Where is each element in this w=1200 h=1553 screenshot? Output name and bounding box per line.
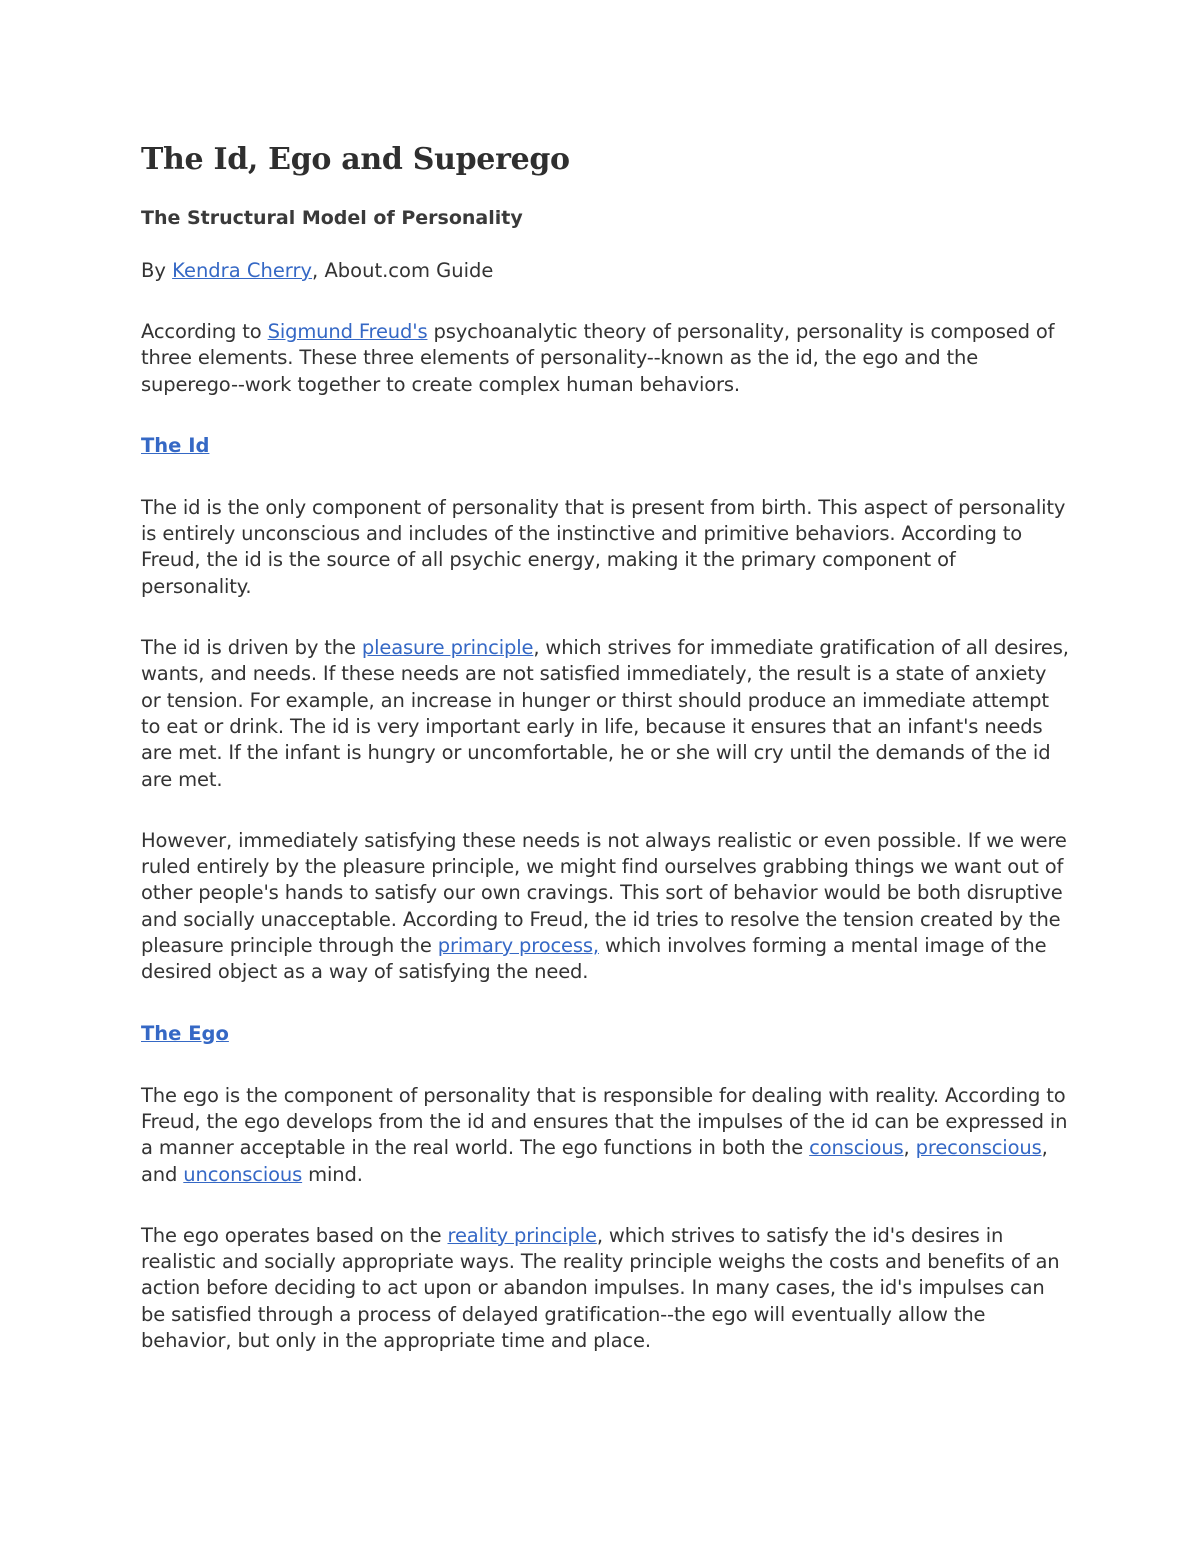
page-subtitle: The Structural Model of Personality [141,207,523,229]
byline-suffix: , About.com Guide [312,259,494,282]
ego-p1-sep-1: , [903,1136,916,1160]
ego-paragraph-2 [141,1223,1071,1354]
reality-principle-link[interactable]: reality principle [447,1223,597,1247]
id-p2-text-start: The id is driven by the [141,636,362,660]
ego-p2-text-start: The ego operates based on the [141,1223,448,1247]
ego-heading-link[interactable]: The Ego [141,1021,229,1045]
document-page [141,140,1071,1354]
unconscious-link[interactable]: unconscious [183,1162,303,1186]
ego-paragraph-1 [141,1083,1071,1188]
id-p3-text-start: However, immediately satisfying these needs is not always realistic or even possible. If we were ruled entirely by the pleasure principle, we might find ourselves grabbing things we want out of other people's hands to satisfy our own cravings. This sort of behavior would be both disruptive and socially unacceptable. According to Freud, the id tries to resolve the tension created by the pleasure principle through the [141,828,1067,958]
primary-process-link[interactable]: primary process, [437,934,599,958]
ego-p1-sep-2: , and [141,1136,1048,1186]
author-link[interactable]: Kendra Cherry [172,259,313,282]
byline [141,258,1071,284]
intro-text-end: psychoanalytic theory of personality, personality is composed of three elements. These three elements of personality--known as the id, the ego and the superego--work together to create complex human behaviors. [141,320,1055,396]
id-p2-text-end: , which strives for immediate gratification of all desires, wants, and needs. If these needs are not satisfied immediately, the result is a state of anxiety or tension. For example, an increase in hunger or thirst should produce an immediate attempt to eat or drink. The id is very important early in life, because it ensures that an infant's needs are met. If the infant is hungry or uncomfortable, he or she will cry until the demands of the id are met. [141,636,1069,791]
page-title: The Id, Ego and Superego [141,142,570,177]
id-heading-link[interactable]: The Id [141,433,210,457]
ego-p1-text-end: mind. [302,1162,363,1186]
id-p3-text-end: which involves forming a mental image of the desired object as a way of satisfying the need. [141,934,1047,984]
preconscious-link[interactable]: preconscious [915,1136,1042,1160]
freud-link[interactable]: Sigmund Freud's [267,320,428,343]
ego-section-heading [141,1021,1071,1047]
id-paragraph-1: The id is the only component of personality that is present from birth. This aspect of personality is entirely unconscious and includes of the instinctive and primitive behaviors. According to Freud, the id is the source of all psychic energy, making it the primary component of personality. [141,495,1066,598]
conscious-link[interactable]: conscious [809,1136,904,1160]
pleasure-principle-link[interactable]: pleasure principle [361,636,534,660]
intro-paragraph [141,319,1071,398]
byline-prefix: By [141,259,173,282]
ego-p1-text-start: The ego is the component of personality that is responsible for dealing with reality. According to Freud, the ego develops from the id and ensures that the impulses of the id can be expressed in a manner acceptable in the real world. The ego functions in both the [141,1083,1068,1160]
id-paragraph-2 [141,635,1071,793]
id-section-heading [141,433,1071,459]
intro-text-start: According to [141,320,268,343]
ego-p2-text-end: , which strives to satisfy the id's desires in realistic and socially appropriate ways. The reality principle weighs the costs and benefits of an action before deciding to act upon or abandon impulses. In many cases, the id's impulses can be satisfied through a process of delayed gratification--the ego will eventually allow the behavior, but only in the appropriate time and place. [141,1223,1060,1353]
id-paragraph-3 [141,828,1071,986]
